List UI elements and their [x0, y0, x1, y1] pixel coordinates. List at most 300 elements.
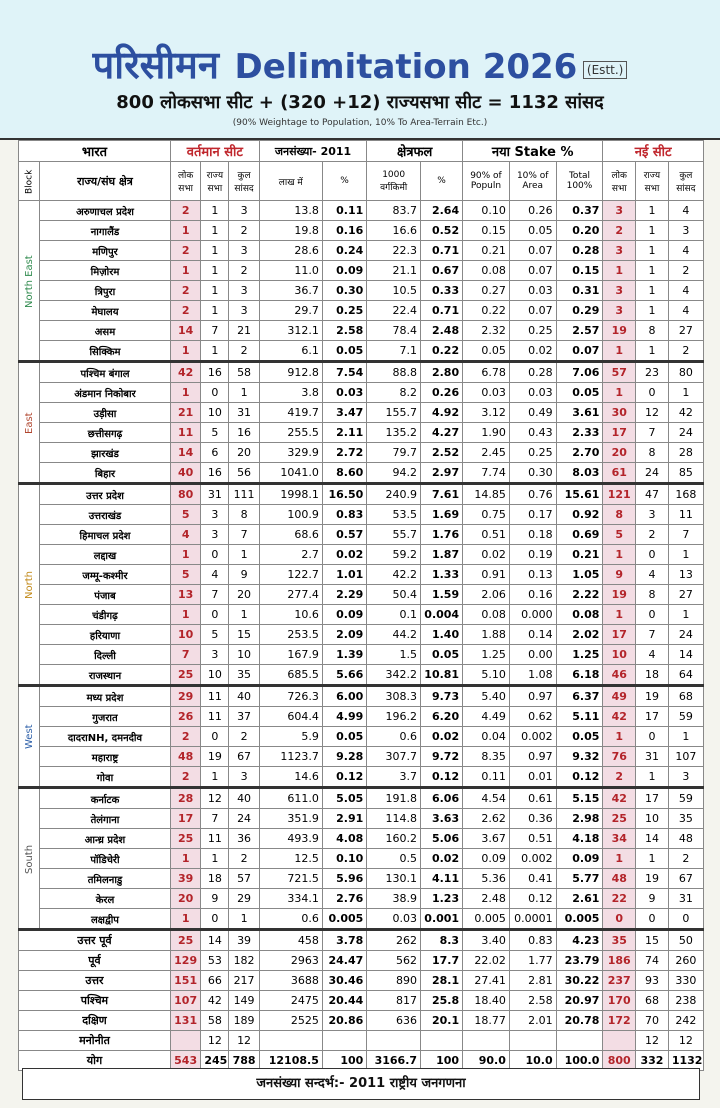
cell: 3	[668, 221, 703, 241]
cell: 8	[636, 443, 669, 463]
cell: 912.8	[259, 362, 322, 383]
cell: 21	[229, 321, 259, 341]
cell: 111	[229, 484, 259, 505]
table-row	[19, 605, 704, 625]
cell: 28	[668, 443, 703, 463]
cell: 67	[229, 747, 259, 767]
state-name: राजस्थान	[40, 665, 171, 686]
state-name: उत्तर प्रदेश	[40, 484, 171, 505]
cell: 19	[636, 869, 669, 889]
table-row	[19, 665, 704, 686]
summary-cell: 562	[367, 951, 421, 971]
table-row	[19, 565, 704, 585]
state-name: झारखंड	[40, 443, 171, 463]
cell: 22.3	[367, 241, 421, 261]
cell: 1	[636, 201, 669, 221]
state-name: पॉडिचेरी	[40, 849, 171, 869]
cell: 167.9	[259, 645, 322, 665]
state-name: उत्तराखंड	[40, 505, 171, 525]
summary-cell: 10.0	[509, 1051, 556, 1071]
cell: 0.000	[509, 605, 556, 625]
table-row	[19, 909, 704, 930]
cell: 4	[668, 301, 703, 321]
state-name: मिज़ोरम	[40, 261, 171, 281]
cell: 42	[170, 362, 200, 383]
cell: 5	[603, 525, 636, 545]
table-row	[19, 484, 704, 505]
cell: 16.6	[367, 221, 421, 241]
cell: 0.05	[556, 727, 603, 747]
cell: 42	[603, 707, 636, 727]
state-name: महाराष्ट्र	[40, 747, 171, 767]
cell: 0.03	[509, 383, 556, 403]
cell: 2.48	[421, 321, 463, 341]
summary-cell: 100	[322, 1051, 366, 1071]
cell: 240.9	[367, 484, 421, 505]
cell: 5.05	[322, 788, 366, 809]
cell: 0.6	[259, 909, 322, 930]
cell: 1	[201, 767, 229, 788]
summary-cell: 189	[229, 1011, 259, 1031]
cell: 21.1	[367, 261, 421, 281]
cell: 1	[229, 605, 259, 625]
table-row	[19, 443, 704, 463]
summary-cell: 2.01	[509, 1011, 556, 1031]
cell: 59	[668, 707, 703, 727]
cell: 107	[668, 747, 703, 767]
state-name: अंडमान निकोबार	[40, 383, 171, 403]
cell: 0.18	[509, 525, 556, 545]
cell: 0.20	[556, 221, 603, 241]
summary-cell: 12	[201, 1031, 229, 1051]
cell: 0.31	[556, 281, 603, 301]
cell: 3	[229, 281, 259, 301]
cell: 0.61	[509, 788, 556, 809]
cell: 0.05	[556, 383, 603, 403]
col-rajya2: राज्य सभा	[636, 162, 669, 201]
cell: 2.72	[322, 443, 366, 463]
cell: 39	[170, 869, 200, 889]
cell: 2	[229, 849, 259, 869]
cell: 334.1	[259, 889, 322, 909]
cell: 0.41	[509, 869, 556, 889]
cell: 6.20	[421, 707, 463, 727]
cell: 78.4	[367, 321, 421, 341]
cell: 3.12	[463, 403, 510, 423]
cell: 1123.7	[259, 747, 322, 767]
table-row	[19, 707, 704, 727]
cell: 0.43	[509, 423, 556, 443]
table-row	[19, 585, 704, 605]
summary-cell: 2.58	[509, 991, 556, 1011]
cell: 1	[668, 383, 703, 403]
cell: 10	[229, 645, 259, 665]
cell: 0.69	[556, 525, 603, 545]
summary-label: पूर्व	[19, 951, 171, 971]
col-area: क्षेत्रफल	[367, 141, 463, 162]
table-row	[19, 889, 704, 909]
state-name: उड़ीसा	[40, 403, 171, 423]
summary-cell: 186	[603, 951, 636, 971]
summary-cell: 238	[668, 991, 703, 1011]
summary-cell: 330	[668, 971, 703, 991]
cell: 0.005	[556, 909, 603, 930]
cell: 168	[668, 484, 703, 505]
summary-cell: 245	[201, 1051, 229, 1071]
cell: 0.02	[463, 545, 510, 565]
cell: 0.05	[322, 727, 366, 747]
cell: 2.64	[421, 201, 463, 221]
table-row	[19, 971, 704, 991]
cell: 611.0	[259, 788, 322, 809]
cell: 1	[170, 909, 200, 930]
cell: 1	[229, 383, 259, 403]
summary-cell: 3.78	[322, 930, 366, 951]
cell: 16	[201, 463, 229, 484]
cell: 0.05	[509, 221, 556, 241]
cell: 19	[201, 747, 229, 767]
cell: 1	[603, 261, 636, 281]
cell: 40	[170, 463, 200, 484]
table-row	[19, 829, 704, 849]
cell: 59	[668, 788, 703, 809]
cell: 253.5	[259, 625, 322, 645]
cell: 4	[668, 241, 703, 261]
cell: 61	[603, 463, 636, 484]
cell: 7.54	[322, 362, 366, 383]
cell: 196.2	[367, 707, 421, 727]
cell: 3	[201, 505, 229, 525]
cell: 0.51	[463, 525, 510, 545]
cell: 14	[636, 829, 669, 849]
cell: 1	[229, 909, 259, 930]
cell: 85	[668, 463, 703, 484]
cell: 14	[668, 645, 703, 665]
table-row	[19, 362, 704, 383]
page-title	[0, 38, 720, 90]
cell: 3	[229, 201, 259, 221]
cell: 0.02	[421, 727, 463, 747]
table-row	[19, 403, 704, 423]
table-row	[19, 788, 704, 809]
cell: 1	[636, 341, 669, 362]
cell: 1	[201, 849, 229, 869]
summary-cell: 131	[170, 1011, 200, 1031]
cell: 0.30	[509, 463, 556, 484]
table-row	[19, 261, 704, 281]
state-name: गुजरात	[40, 707, 171, 727]
cell: 1.90	[463, 423, 510, 443]
cell: 0.6	[367, 727, 421, 747]
cell: 0.004	[421, 605, 463, 625]
summary-cell: 151	[170, 971, 200, 991]
col-sqkm: 1000 वर्गकिमी	[367, 162, 421, 201]
cell: 2.80	[421, 362, 463, 383]
cell: 0.26	[509, 201, 556, 221]
state-name: अरुणाचल प्रदेश	[40, 201, 171, 221]
cell: 1	[636, 241, 669, 261]
state-name: हरियाणा	[40, 625, 171, 645]
cell: 0.05	[322, 341, 366, 362]
cell: 2	[668, 849, 703, 869]
col-bharat: भारत	[19, 141, 171, 162]
cell: 49	[603, 686, 636, 707]
cell: 1	[170, 341, 200, 362]
cell: 7	[668, 525, 703, 545]
cell: 121	[603, 484, 636, 505]
cell: 2	[170, 281, 200, 301]
cell: 67	[668, 869, 703, 889]
cell: 57	[603, 362, 636, 383]
cell: 24	[229, 809, 259, 829]
cell: 6.18	[556, 665, 603, 686]
cell: 2	[229, 727, 259, 747]
cell: 0.03	[509, 281, 556, 301]
col-lakh: लाख में	[259, 162, 322, 201]
cell: 34	[603, 829, 636, 849]
cell: 1	[668, 605, 703, 625]
cell: 5	[170, 505, 200, 525]
cell: 0.05	[421, 645, 463, 665]
summary-cell: 39	[229, 930, 259, 951]
cell: 4.54	[463, 788, 510, 809]
state-name: सिक्किम	[40, 341, 171, 362]
cell: 0.08	[463, 605, 510, 625]
state-name: असम	[40, 321, 171, 341]
cell: 7	[201, 585, 229, 605]
cell: 4.99	[322, 707, 366, 727]
cell: 604.4	[259, 707, 322, 727]
cell: 12	[636, 403, 669, 423]
cell: 1	[170, 221, 200, 241]
cell: 17	[170, 809, 200, 829]
cell: 135.2	[367, 423, 421, 443]
state-name: पश्चिम बंगाल	[40, 362, 171, 383]
table-row	[19, 201, 704, 221]
block-label: North East	[19, 201, 40, 362]
cell: 0.97	[509, 686, 556, 707]
cell: 8	[229, 505, 259, 525]
cell: 0.02	[421, 849, 463, 869]
cell: 3.67	[463, 829, 510, 849]
cell: 0.07	[509, 241, 556, 261]
cell: 1	[603, 383, 636, 403]
summary-cell: 890	[367, 971, 421, 991]
cell: 0.26	[421, 383, 463, 403]
cell: 4	[201, 565, 229, 585]
cell: 57	[229, 869, 259, 889]
cell: 83.7	[367, 201, 421, 221]
table-row	[19, 341, 704, 362]
cell: 0.91	[463, 565, 510, 585]
state-name: चंडीगढ़	[40, 605, 171, 625]
cell: 48	[170, 747, 200, 767]
cell: 1	[636, 301, 669, 321]
cell: 3	[636, 505, 669, 525]
cell: 307.7	[367, 747, 421, 767]
cell: 3.7	[367, 767, 421, 788]
cell: 17	[603, 625, 636, 645]
cell: 15.61	[556, 484, 603, 505]
cell: 7.06	[556, 362, 603, 383]
cell: 29	[170, 686, 200, 707]
cell: 0.01	[509, 767, 556, 788]
state-name: तेलंगाना	[40, 809, 171, 829]
cell: 0.71	[421, 241, 463, 261]
cell: 1.59	[421, 585, 463, 605]
cell: 1.25	[556, 645, 603, 665]
cell: 0.09	[463, 849, 510, 869]
cell: 88.8	[367, 362, 421, 383]
col-popn90: 90% of Populn	[463, 162, 510, 201]
cell: 40	[229, 788, 259, 809]
cell: 2.97	[421, 463, 463, 484]
cell: 1	[201, 281, 229, 301]
cell: 1	[201, 261, 229, 281]
cell: 342.2	[367, 665, 421, 686]
cell: 4	[636, 645, 669, 665]
cell: 10	[603, 645, 636, 665]
cell: 1.25	[463, 645, 510, 665]
table-row	[19, 869, 704, 889]
cell: 20	[603, 443, 636, 463]
table-row	[19, 241, 704, 261]
cell: 8	[636, 321, 669, 341]
summary-cell: 93	[636, 971, 669, 991]
cell: 2	[603, 767, 636, 788]
state-name: दिल्ली	[40, 645, 171, 665]
table-row	[19, 545, 704, 565]
summary-cell: 543	[170, 1051, 200, 1071]
cell: 24	[668, 625, 703, 645]
cell: 55.7	[367, 525, 421, 545]
summary-cell: 332	[636, 1051, 669, 1071]
cell: 0.37	[556, 201, 603, 221]
cell: 1	[201, 201, 229, 221]
cell: 155.7	[367, 403, 421, 423]
cell: 35	[668, 809, 703, 829]
summary-cell: 100	[421, 1051, 463, 1071]
footer-reference: जनसंख्या सन्दर्भ:- 2011 राष्ट्रीय जनगणना	[22, 1068, 700, 1100]
summary-cell: 27.41	[463, 971, 510, 991]
state-name: आन्ध्र प्रदेश	[40, 829, 171, 849]
col-lok2: लोक सभा	[603, 162, 636, 201]
summary-cell: 70	[636, 1011, 669, 1031]
cell: 0.21	[463, 241, 510, 261]
summary-cell: 12	[636, 1031, 669, 1051]
cell: 16.50	[322, 484, 366, 505]
summary-cell: 50	[668, 930, 703, 951]
cell: 11	[201, 829, 229, 849]
cell: 24	[636, 463, 669, 484]
cell: 5.11	[556, 707, 603, 727]
cell: 2.45	[463, 443, 510, 463]
cell: 0.57	[322, 525, 366, 545]
cell: 3	[603, 201, 636, 221]
cell: 8.03	[556, 463, 603, 484]
cell: 3.63	[421, 809, 463, 829]
cell: 14	[170, 321, 200, 341]
subtitle: 800 लोकसभा सीट + (320 +12) राज्यसभा सीट = 1132 सांसद	[116, 92, 604, 113]
cell: 0	[201, 383, 229, 403]
cell: 44.2	[367, 625, 421, 645]
cell: 11	[170, 423, 200, 443]
summary-cell: 4.23	[556, 930, 603, 951]
cell: 0.05	[463, 341, 510, 362]
summary-cell: 23.79	[556, 951, 603, 971]
cell: 2.06	[463, 585, 510, 605]
cell: 0.0001	[509, 909, 556, 930]
state-name: गोवा	[40, 767, 171, 788]
cell: 94.2	[367, 463, 421, 484]
cell: 312.1	[259, 321, 322, 341]
cell: 0.97	[509, 747, 556, 767]
cell: 5.36	[463, 869, 510, 889]
summary-cell: 58	[201, 1011, 229, 1031]
cell: 2.70	[556, 443, 603, 463]
cell: 0.25	[509, 321, 556, 341]
summary-label: उत्तर पूर्व	[19, 930, 171, 951]
cell: 0.002	[509, 849, 556, 869]
cell: 2.29	[322, 585, 366, 605]
cell: 8.2	[367, 383, 421, 403]
cell: 1	[201, 301, 229, 321]
cell: 12	[201, 788, 229, 809]
cell: 9.32	[556, 747, 603, 767]
cell: 36	[229, 829, 259, 849]
cell: 2	[636, 525, 669, 545]
cell: 48	[603, 869, 636, 889]
summary-cell: 20.78	[556, 1011, 603, 1031]
cell: 0.22	[463, 301, 510, 321]
cell: 100.9	[259, 505, 322, 525]
state-name: बिहार	[40, 463, 171, 484]
cell: 2	[170, 301, 200, 321]
cell: 1	[229, 545, 259, 565]
cell: 2	[229, 261, 259, 281]
summary-cell	[556, 1031, 603, 1051]
table-row	[19, 505, 704, 525]
cell: 20	[170, 889, 200, 909]
state-name: त्रिपुरा	[40, 281, 171, 301]
summary-cell: 66	[201, 971, 229, 991]
cell: 10	[170, 625, 200, 645]
cell: 1.87	[421, 545, 463, 565]
cell: 0.19	[509, 545, 556, 565]
cell: 0.00	[509, 645, 556, 665]
summary-cell: 3688	[259, 971, 322, 991]
cell: 4.49	[463, 707, 510, 727]
cell: 29.7	[259, 301, 322, 321]
cell: 4	[668, 201, 703, 221]
summary-cell: 14	[201, 930, 229, 951]
cell: 493.9	[259, 829, 322, 849]
summary-cell	[259, 1031, 322, 1051]
cell: 1	[603, 545, 636, 565]
cell: 9	[229, 565, 259, 585]
cell: 0.83	[322, 505, 366, 525]
cell: 1	[603, 727, 636, 747]
cell: 10	[201, 403, 229, 423]
summary-cell: 458	[259, 930, 322, 951]
state-name: तमिलनाडु	[40, 869, 171, 889]
cell: 16	[229, 423, 259, 443]
state-name: हिमाचल प्रदेश	[40, 525, 171, 545]
cell: 0.08	[556, 605, 603, 625]
cell: 11	[201, 686, 229, 707]
cell: 0.10	[322, 849, 366, 869]
cell: 1	[636, 767, 669, 788]
